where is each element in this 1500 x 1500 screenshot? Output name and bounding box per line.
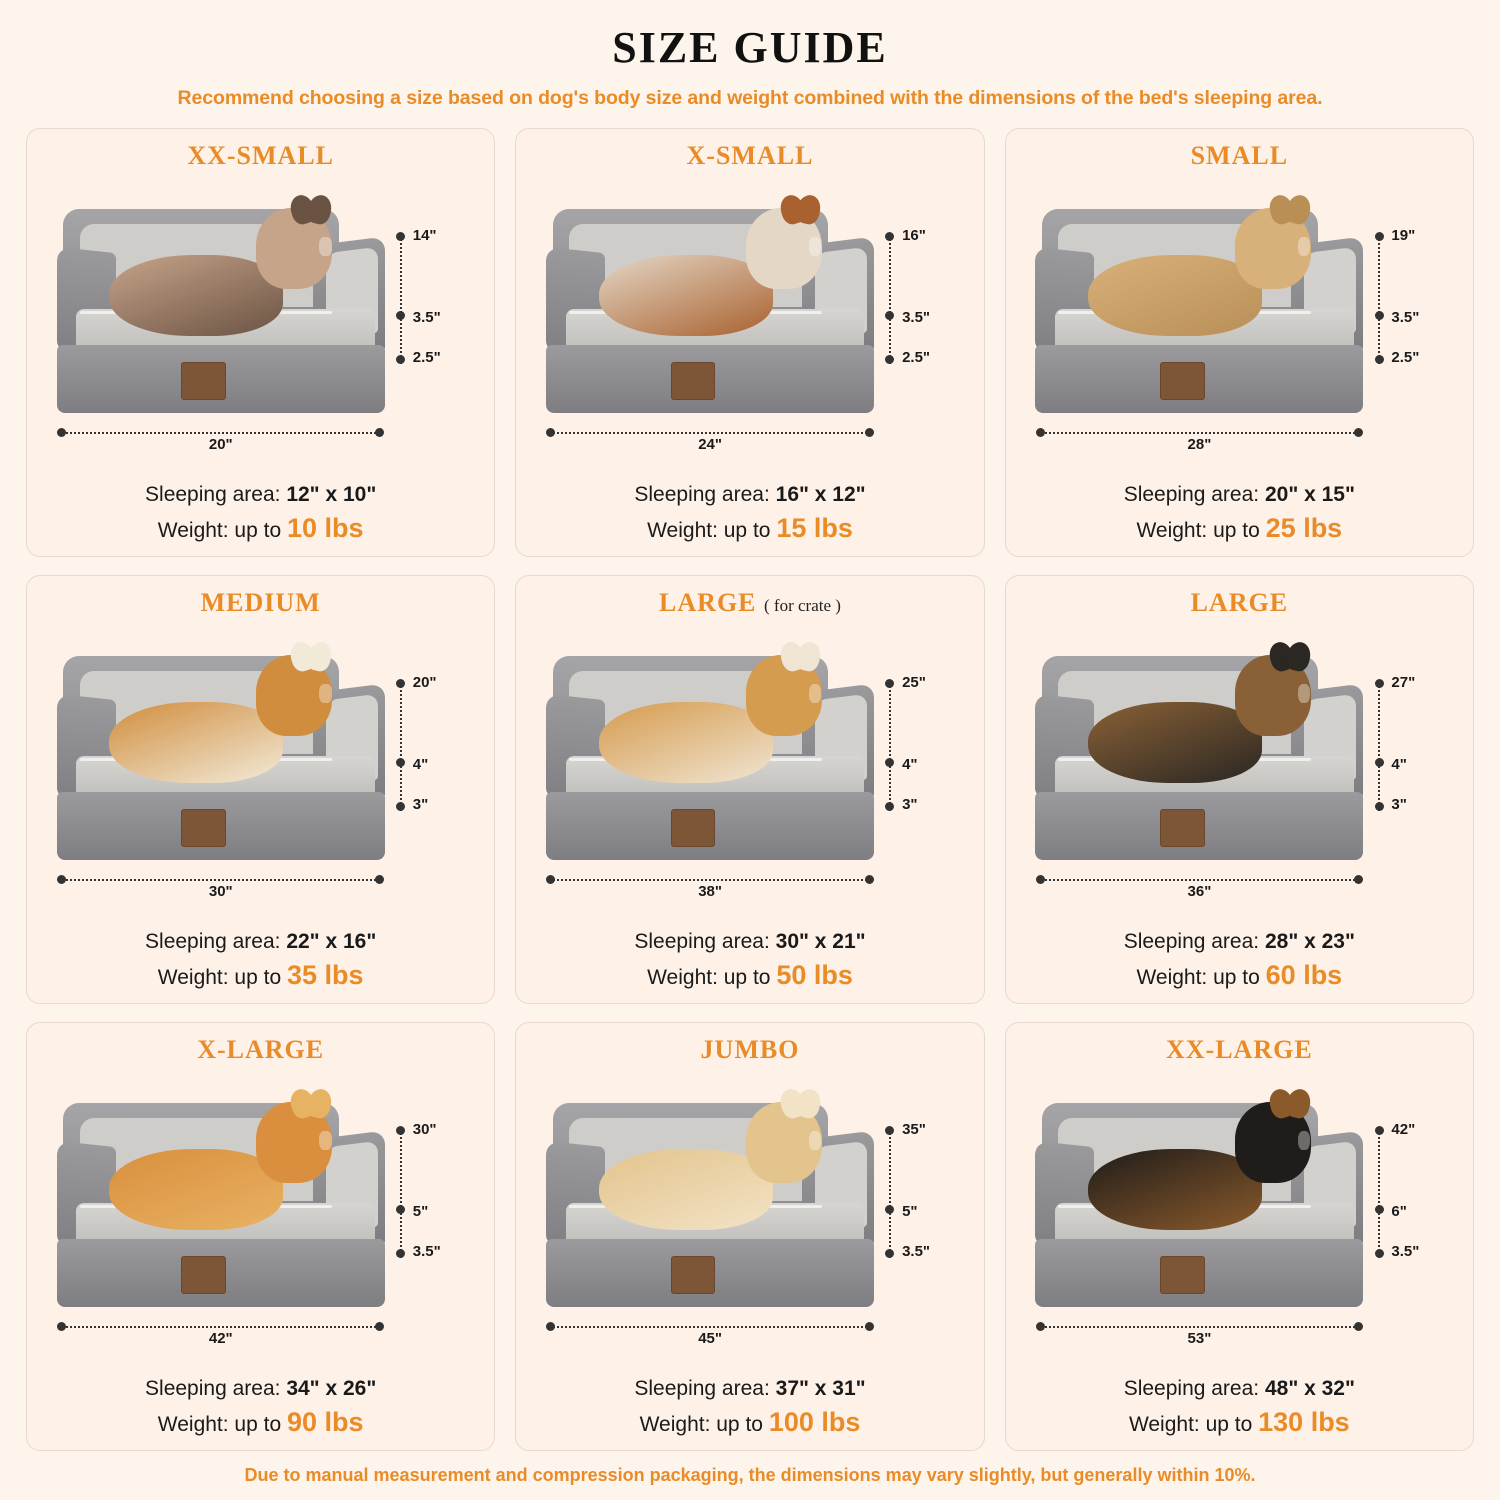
- sleeping-area-value: 16" x 12": [775, 483, 866, 507]
- width-cap-left: [1036, 875, 1045, 884]
- size-specs: [1018, 481, 1461, 546]
- weight-line: [1018, 957, 1461, 993]
- size-card-title: [659, 588, 841, 618]
- weight-value: 15 lbs: [776, 512, 853, 543]
- width-dimension: [550, 428, 869, 453]
- dimension-tick-depth: [1375, 679, 1384, 688]
- bed-figure: [39, 173, 482, 479]
- weight-label: Weight: up to: [157, 1412, 287, 1436]
- width-cap-left: [546, 875, 555, 884]
- width-dimension: [1040, 875, 1359, 900]
- brand-tag: [181, 1256, 226, 1294]
- height-dimensions: [1363, 1104, 1456, 1324]
- width-dimension: [550, 1322, 869, 1347]
- sleeping-area-label: Sleeping area:: [145, 930, 287, 954]
- size-card-small: [1005, 128, 1474, 557]
- width-cap-right: [1354, 428, 1363, 437]
- weight-value: 10 lbs: [286, 512, 364, 543]
- width-cap-left: [57, 875, 66, 884]
- dog-head: [1235, 1102, 1311, 1183]
- bed-figure: [1018, 1067, 1461, 1373]
- width-label: 24": [687, 436, 733, 453]
- dimension-depth: 16": [902, 227, 926, 245]
- height-dimensions: [1363, 657, 1456, 877]
- size-name: XX-SMALL: [187, 141, 334, 170]
- size-specs: [39, 928, 482, 993]
- dimension-mid: 5": [902, 1202, 918, 1220]
- size-name: JUMBO: [700, 1035, 800, 1064]
- dimension-low: 3.5": [902, 1242, 931, 1260]
- dog-right-ear: [305, 639, 334, 673]
- sleeping-area-label: Sleeping area:: [1123, 1377, 1265, 1401]
- dog-right-ear: [305, 192, 334, 226]
- weight-label: Weight: up to: [1136, 518, 1266, 542]
- sleeping-area-line: [1018, 1375, 1461, 1403]
- dimension-dotted-line: [889, 683, 893, 811]
- dimension-mid: 3.5": [1391, 308, 1420, 326]
- dog-illustration-shiba-inu: [599, 652, 822, 783]
- sleeping-area-value: 37" x 31": [775, 1377, 866, 1401]
- size-card-title: [1191, 588, 1288, 618]
- dimension-tick-depth: [396, 679, 405, 688]
- dimension-dotted-line: [400, 683, 404, 811]
- dog-muzzle: [319, 1131, 331, 1151]
- dog-head: [256, 1102, 332, 1183]
- dimension-tick-low: [1375, 355, 1384, 364]
- sleeping-area-label: Sleeping area:: [145, 483, 287, 507]
- sleeping-area-label: Sleeping area:: [634, 930, 776, 954]
- bed-figure: [39, 1067, 482, 1373]
- dimension-mid: 4": [412, 755, 429, 773]
- size-card-xx-large: [1005, 1022, 1474, 1451]
- sleeping-area-value: 30" x 21": [775, 930, 866, 954]
- bed-figure: [528, 1067, 971, 1373]
- dog-head: [746, 1102, 822, 1183]
- dimension-tick-low: [1375, 1249, 1384, 1258]
- sleeping-area-label: Sleeping area:: [634, 1377, 776, 1401]
- weight-value: 100 lbs: [768, 1406, 861, 1437]
- weight-label: Weight: up to: [1128, 1412, 1259, 1436]
- width-dimension: [1040, 428, 1359, 453]
- dog-muzzle: [809, 684, 821, 704]
- dimension-tick-mid: [1375, 311, 1384, 320]
- weight-label: Weight: up to: [1136, 965, 1266, 989]
- dog-illustration-cat-ragdoll: [109, 205, 332, 336]
- bed-illustration: [57, 638, 385, 865]
- width-cap-right: [1354, 1322, 1363, 1331]
- width-cap-right: [865, 875, 874, 884]
- size-note: ( for crate ): [764, 596, 841, 615]
- dog-bed-graphic: [1035, 1085, 1363, 1312]
- width-line: [1040, 432, 1359, 434]
- dog-head: [1235, 208, 1311, 289]
- bed-illustration: [546, 191, 874, 418]
- dimension-low: 2.5": [412, 348, 441, 366]
- sleeping-area-value: 12" x 10": [286, 483, 377, 507]
- dimension-low: 3": [902, 795, 918, 813]
- dimension-dotted-line: [400, 1130, 404, 1258]
- size-name: X-SMALL: [686, 141, 814, 170]
- size-card-title: [201, 588, 321, 618]
- size-card-title: [701, 1035, 800, 1065]
- width-label: 53": [1176, 1330, 1222, 1347]
- dog-muzzle: [319, 237, 331, 257]
- width-label: 36": [1176, 883, 1222, 900]
- dog-bed-graphic: [546, 191, 874, 418]
- dog-bed-graphic: [57, 1085, 385, 1312]
- weight-label: Weight: up to: [157, 965, 287, 989]
- dimension-tick-mid: [1375, 758, 1384, 767]
- sleeping-area-line: [39, 1375, 482, 1403]
- width-cap-right: [375, 428, 384, 437]
- height-dimensions: [874, 210, 967, 430]
- height-dimensions: [385, 1104, 478, 1324]
- dog-right-ear: [305, 1086, 334, 1120]
- width-cap-left: [1036, 428, 1045, 437]
- width-dimension: [1040, 1322, 1359, 1347]
- dog-muzzle: [319, 684, 331, 704]
- dog-illustration-labrador: [599, 1099, 822, 1230]
- sleeping-area-value: 20" x 15": [1264, 483, 1355, 507]
- size-specs: [1018, 1375, 1461, 1440]
- size-specs: [39, 1375, 482, 1440]
- size-name: XX-LARGE: [1165, 1035, 1313, 1064]
- sleeping-area-line: [39, 481, 482, 509]
- dimension-dotted-line: [1378, 1130, 1382, 1258]
- dog-body: [599, 255, 773, 336]
- weight-line: [39, 1404, 482, 1440]
- dimension-mid: 4": [902, 755, 918, 773]
- width-line: [61, 432, 380, 434]
- height-dimensions: [874, 1104, 967, 1324]
- weight-label: Weight: up to: [647, 518, 777, 542]
- size-name: LARGE: [659, 588, 757, 617]
- size-specs: [528, 928, 971, 993]
- weight-label: Weight: up to: [157, 518, 287, 542]
- sleeping-area-label: Sleeping area:: [1123, 930, 1265, 954]
- sleeping-area-line: [528, 1375, 971, 1403]
- width-cap-right: [1354, 875, 1363, 884]
- dog-bed-graphic: [546, 638, 874, 865]
- width-line: [61, 879, 380, 881]
- width-line: [1040, 879, 1359, 881]
- bed-illustration: [1035, 191, 1363, 418]
- bed-illustration: [1035, 638, 1363, 865]
- width-cap-left: [1036, 1322, 1045, 1331]
- dimension-dotted-line: [889, 1130, 893, 1258]
- dimension-low: 3": [1391, 795, 1407, 813]
- dimension-low: 2.5": [902, 348, 931, 366]
- dimension-tick-depth: [1375, 232, 1384, 241]
- height-dimensions: [1363, 210, 1456, 430]
- size-card-jumbo: [515, 1022, 984, 1451]
- sleeping-area-value: 48" x 32": [1264, 1377, 1355, 1401]
- width-cap-left: [546, 428, 555, 437]
- weight-value: 50 lbs: [776, 959, 853, 990]
- page-subtitle: Recommend choosing a size based on dog's body size and weight combined with the dimensions of the bed's sleeping area.: [177, 87, 1323, 109]
- weight-line: [39, 957, 482, 993]
- dimension-tick-low: [1375, 802, 1384, 811]
- weight-value: 90 lbs: [286, 1406, 364, 1437]
- size-card-x-large: [26, 1022, 495, 1451]
- dog-illustration-french-bulldog: [1088, 205, 1311, 336]
- page-title: SIZE GUIDE: [612, 23, 888, 72]
- dimension-dotted-line: [1378, 683, 1382, 811]
- dog-head: [746, 655, 822, 736]
- dimension-depth: 27": [1391, 674, 1416, 692]
- dimension-mid: 3.5": [412, 308, 441, 326]
- width-label: 30": [198, 883, 244, 900]
- width-dimension: [61, 875, 380, 900]
- dimension-low: 3.5": [412, 1242, 441, 1260]
- dog-muzzle: [1298, 684, 1310, 704]
- sleeping-area-value: 22" x 16": [286, 930, 377, 954]
- dog-bed-graphic: [546, 1085, 874, 1312]
- size-card-x-small: [515, 128, 984, 557]
- width-label: 20": [198, 436, 244, 453]
- width-dimension: [550, 875, 869, 900]
- dog-body: [599, 702, 773, 783]
- brand-tag: [1160, 1256, 1205, 1294]
- brand-tag: [671, 1256, 716, 1294]
- brand-tag: [181, 809, 226, 847]
- brand-tag: [671, 362, 716, 400]
- weight-line: [39, 510, 482, 546]
- dog-bed-graphic: [57, 191, 385, 418]
- size-card-large: [1005, 575, 1474, 1004]
- dimension-depth: 35": [902, 1121, 926, 1139]
- dog-bed-graphic: [1035, 638, 1363, 865]
- weight-value: 130 lbs: [1258, 1406, 1350, 1437]
- sleeping-area-label: Sleeping area:: [145, 1377, 287, 1401]
- dimension-mid: 5": [412, 1202, 429, 1220]
- dog-muzzle: [809, 237, 821, 257]
- weight-value: 35 lbs: [286, 959, 364, 990]
- size-card-xx-small: [26, 128, 495, 557]
- sleeping-area-line: [528, 481, 971, 509]
- bed-figure: [528, 173, 971, 479]
- dimension-low: 3.5": [1391, 1242, 1420, 1260]
- dimension-depth: 19": [1391, 227, 1416, 245]
- dimension-low: 2.5": [1391, 348, 1420, 366]
- dimension-depth: 42": [1391, 1121, 1416, 1139]
- dimension-dotted-line: [889, 236, 893, 364]
- dimension-low: 3": [412, 795, 429, 813]
- width-dimension: [61, 1322, 380, 1347]
- weight-value: 25 lbs: [1265, 512, 1343, 543]
- footer-note: Due to manual measurement and compression packaging, the dimensions may vary slightly, but generally within 10%.: [244, 1465, 1256, 1485]
- height-dimensions: [385, 210, 478, 430]
- width-line: [550, 1326, 869, 1328]
- size-name: SMALL: [1190, 141, 1289, 170]
- sleeping-area-value: 28" x 23": [1264, 930, 1355, 954]
- bed-illustration: [57, 191, 385, 418]
- width-label: 45": [687, 1330, 733, 1347]
- sleeping-area-label: Sleeping area:: [1123, 483, 1265, 507]
- dog-illustration-golden-retriever: [109, 1099, 332, 1230]
- width-cap-left: [57, 1322, 66, 1331]
- width-line: [550, 879, 869, 881]
- width-cap-right: [865, 1322, 874, 1331]
- dog-illustration-shih-tzu: [599, 205, 822, 336]
- weight-line: [528, 957, 971, 993]
- dog-illustration-corgi: [109, 652, 332, 783]
- dimension-mid: 6": [1391, 1202, 1407, 1220]
- dog-muzzle: [1298, 1131, 1310, 1151]
- weight-line: [1018, 510, 1461, 546]
- brand-tag: [181, 362, 226, 400]
- width-cap-left: [546, 1322, 555, 1331]
- size-card-title: [1166, 1035, 1313, 1065]
- width-cap-left: [57, 428, 66, 437]
- weight-line: [1018, 1404, 1461, 1440]
- size-name: X-LARGE: [197, 1035, 325, 1064]
- dimension-tick-depth: [396, 232, 405, 241]
- bed-illustration: [546, 638, 874, 865]
- dog-illustration-rottweiler: [1088, 1099, 1311, 1230]
- dimension-tick-depth: [1375, 1126, 1384, 1135]
- dog-bed-graphic: [1035, 191, 1363, 418]
- width-line: [550, 432, 869, 434]
- size-card-medium: [26, 575, 495, 1004]
- dog-bed-graphic: [57, 638, 385, 865]
- dimension-dotted-line: [400, 236, 404, 364]
- sleeping-area-line: [39, 928, 482, 956]
- bed-figure: [39, 620, 482, 926]
- bed-illustration: [546, 1085, 874, 1312]
- width-label: 42": [198, 1330, 244, 1347]
- dog-head: [746, 208, 822, 289]
- sleeping-area-value: 34" x 26": [286, 1377, 377, 1401]
- width-label: 28": [1176, 436, 1222, 453]
- width-dimension: [61, 428, 380, 453]
- size-card-title: [1191, 141, 1288, 171]
- brand-tag: [671, 809, 716, 847]
- height-dimensions: [874, 657, 967, 877]
- dimension-depth: 20": [412, 674, 437, 692]
- width-line: [61, 1326, 380, 1328]
- height-dimensions: [385, 657, 478, 877]
- bed-figure: [1018, 620, 1461, 926]
- size-name: LARGE: [1190, 588, 1289, 617]
- size-card-title: [187, 141, 334, 171]
- sleeping-area-line: [1018, 481, 1461, 509]
- size-specs: [528, 481, 971, 546]
- bed-figure: [528, 620, 971, 926]
- dimension-mid: 4": [1391, 755, 1407, 773]
- size-specs: [1018, 928, 1461, 993]
- width-cap-right: [865, 428, 874, 437]
- width-cap-right: [375, 1322, 384, 1331]
- weight-label: Weight: up to: [647, 965, 777, 989]
- width-label: 38": [687, 883, 733, 900]
- size-card-title: [687, 141, 814, 171]
- dog-muzzle: [809, 1131, 821, 1151]
- dog-head: [256, 655, 332, 736]
- dog-head: [1235, 655, 1311, 736]
- size-card-large: [515, 575, 984, 1004]
- brand-tag: [1160, 809, 1205, 847]
- dog-head: [256, 208, 332, 289]
- weight-value: 60 lbs: [1265, 959, 1343, 990]
- width-line: [1040, 1326, 1359, 1328]
- dimension-depth: 14": [412, 227, 437, 245]
- bed-illustration: [57, 1085, 385, 1312]
- weight-line: [528, 510, 971, 546]
- size-specs: [528, 1375, 971, 1440]
- dimension-depth: 25": [902, 674, 926, 692]
- sleeping-area-line: [1018, 928, 1461, 956]
- sleeping-area-label: Sleeping area:: [634, 483, 776, 507]
- dog-illustration-border-collie: [1088, 652, 1311, 783]
- size-card-grid: [26, 128, 1474, 1451]
- size-name: MEDIUM: [200, 588, 321, 617]
- sleeping-area-line: [528, 928, 971, 956]
- brand-tag: [1160, 362, 1205, 400]
- dimension-dotted-line: [1378, 236, 1382, 364]
- dimension-tick-mid: [1375, 1205, 1384, 1214]
- size-card-title: [197, 1035, 324, 1065]
- size-specs: [39, 481, 482, 546]
- weight-line: [528, 1404, 971, 1440]
- width-cap-right: [375, 875, 384, 884]
- weight-label: Weight: up to: [639, 1412, 769, 1436]
- bed-figure: [1018, 173, 1461, 479]
- dimension-depth: 30": [412, 1121, 437, 1139]
- dog-muzzle: [1298, 237, 1310, 257]
- dimension-tick-depth: [396, 1126, 405, 1135]
- bed-illustration: [1035, 1085, 1363, 1312]
- dimension-mid: 3.5": [902, 308, 931, 326]
- dog-body: [599, 1149, 773, 1230]
